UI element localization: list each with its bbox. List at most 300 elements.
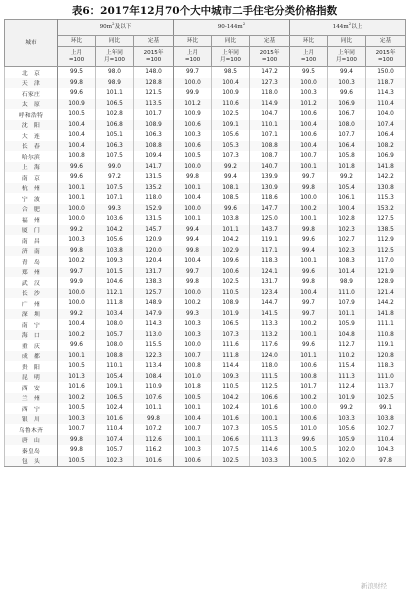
value-cell: 153.2 bbox=[366, 204, 406, 215]
value-cell: 100.5 bbox=[290, 456, 328, 467]
value-cell: 99.3 bbox=[174, 309, 212, 320]
value-cell: 114.9 bbox=[250, 99, 290, 110]
table-row bbox=[5, 309, 406, 320]
value-cell: 101.1 bbox=[134, 403, 174, 414]
value-cell: 100.0 bbox=[58, 204, 96, 215]
group-header-large: $144m^2$以上 bbox=[290, 20, 406, 36]
value-cell: 108.0 bbox=[328, 120, 366, 131]
value-cell: 102.7 bbox=[328, 235, 366, 246]
table-row bbox=[5, 225, 406, 236]
value-cell: 119.1 bbox=[366, 340, 406, 351]
value-cell: 101.0 bbox=[174, 372, 212, 383]
value-cell: 152.9 bbox=[134, 204, 174, 215]
value-cell: 100.2 bbox=[58, 256, 96, 267]
value-cell: 105.7 bbox=[96, 445, 134, 456]
value-cell: 100.4 bbox=[58, 130, 96, 141]
value-cell: 101.6 bbox=[96, 414, 134, 425]
watermark: 新浪财经 bbox=[361, 582, 387, 590]
value-cell: 102.4 bbox=[212, 403, 250, 414]
value-cell: 100.0 bbox=[174, 204, 212, 215]
table-row bbox=[5, 67, 406, 78]
value-cell: 99.7 bbox=[174, 267, 212, 278]
value-cell: 99.4 bbox=[174, 235, 212, 246]
table-row bbox=[5, 235, 406, 246]
value-cell: 108.3 bbox=[328, 256, 366, 267]
value-cell: 100.9 bbox=[58, 99, 96, 110]
value-cell: 107.5 bbox=[212, 445, 250, 456]
city-cell: 海 口 bbox=[5, 330, 58, 341]
value-cell: 107.4 bbox=[366, 120, 406, 131]
value-cell: 100.7 bbox=[290, 151, 328, 162]
city-cell: 重 庆 bbox=[5, 340, 58, 351]
value-cell: 150.0 bbox=[366, 67, 406, 78]
value-cell: 101.4 bbox=[328, 267, 366, 278]
value-cell: 100.1 bbox=[58, 351, 96, 362]
value-cell: 107.2 bbox=[134, 424, 174, 435]
value-cell: 100.1 bbox=[174, 183, 212, 194]
value-cell: 112.7 bbox=[328, 340, 366, 351]
value-cell: 105.3 bbox=[212, 141, 250, 152]
value-cell: 99.0 bbox=[96, 162, 134, 173]
value-cell: 102.8 bbox=[328, 214, 366, 225]
table-row bbox=[5, 393, 406, 404]
value-cell: 105.9 bbox=[328, 435, 366, 446]
subheader-cell: 环比 bbox=[290, 36, 328, 47]
value-cell: 100.6 bbox=[290, 414, 328, 425]
value-cell: 99.6 bbox=[290, 235, 328, 246]
value-cell: 117.1 bbox=[250, 246, 290, 257]
city-cell: 合 肥 bbox=[5, 204, 58, 215]
base-cell: 上月 =100 bbox=[58, 47, 96, 67]
value-cell: 124.0 bbox=[250, 351, 290, 362]
value-cell: 107.9 bbox=[328, 298, 366, 309]
city-cell: 包 头 bbox=[5, 456, 58, 467]
value-cell: 116.2 bbox=[134, 445, 174, 456]
value-cell: 105.4 bbox=[328, 183, 366, 194]
value-cell: 119.1 bbox=[250, 235, 290, 246]
value-cell: 123.4 bbox=[250, 288, 290, 299]
value-cell: 108.0 bbox=[96, 319, 134, 330]
value-cell: 138.3 bbox=[134, 277, 174, 288]
value-cell: 130.9 bbox=[250, 183, 290, 194]
value-cell: 107.6 bbox=[134, 393, 174, 404]
value-cell: 105.1 bbox=[96, 130, 134, 141]
value-cell: 143.7 bbox=[250, 225, 290, 236]
value-cell: 99.8 bbox=[290, 225, 328, 236]
value-cell: 100.5 bbox=[58, 109, 96, 120]
city-cell: 贵 阳 bbox=[5, 361, 58, 372]
value-cell: 131.5 bbox=[134, 172, 174, 183]
value-cell: 99.8 bbox=[174, 246, 212, 257]
city-cell: 哈尔滨 bbox=[5, 151, 58, 162]
value-cell: 141.8 bbox=[366, 162, 406, 173]
value-cell: 100.6 bbox=[174, 456, 212, 467]
value-cell: 104.3 bbox=[366, 445, 406, 456]
value-cell: 100.1 bbox=[290, 256, 328, 267]
value-cell: 100.2 bbox=[58, 330, 96, 341]
value-cell: 106.6 bbox=[212, 435, 250, 446]
value-cell: 113.4 bbox=[134, 361, 174, 372]
value-cell: 101.8 bbox=[328, 162, 366, 173]
value-cell: 100.6 bbox=[174, 141, 212, 152]
value-cell: 99.8 bbox=[174, 172, 212, 183]
table-row bbox=[5, 319, 406, 330]
value-cell: 100.1 bbox=[290, 330, 328, 341]
value-cell: 101.1 bbox=[96, 88, 134, 99]
city-cell: 南 宁 bbox=[5, 319, 58, 330]
subheader-cell: 定基 bbox=[250, 36, 290, 47]
value-cell: 141.5 bbox=[250, 309, 290, 320]
table-title bbox=[0, 3, 409, 18]
value-cell: 99.2 bbox=[58, 309, 96, 320]
table-row bbox=[5, 256, 406, 267]
table-row bbox=[5, 151, 406, 162]
value-cell: 101.0 bbox=[290, 424, 328, 435]
value-cell: 100.7 bbox=[174, 424, 212, 435]
value-cell: 102.0 bbox=[328, 445, 366, 456]
city-cell: 兰 州 bbox=[5, 393, 58, 404]
value-cell: 101.8 bbox=[174, 382, 212, 393]
value-cell: 114.3 bbox=[134, 319, 174, 330]
value-cell: 117.6 bbox=[250, 340, 290, 351]
value-cell: 110.9 bbox=[134, 382, 174, 393]
value-cell: 103.3 bbox=[250, 456, 290, 467]
value-cell: 99.8 bbox=[58, 78, 96, 89]
table-row bbox=[5, 435, 406, 446]
value-cell: 100.4 bbox=[174, 414, 212, 425]
table-row bbox=[5, 204, 406, 215]
value-cell: 102.7 bbox=[366, 424, 406, 435]
value-cell: 113.7 bbox=[366, 382, 406, 393]
value-cell: 108.9 bbox=[212, 298, 250, 309]
value-cell: 111.3 bbox=[250, 435, 290, 446]
value-cell: 107.3 bbox=[212, 151, 250, 162]
value-cell: 99.4 bbox=[212, 172, 250, 183]
value-cell: 141.7 bbox=[134, 162, 174, 173]
value-cell: 102.3 bbox=[328, 246, 366, 257]
value-cell: 100.1 bbox=[58, 183, 96, 194]
value-cell: 98.9 bbox=[96, 78, 134, 89]
value-cell: 118.0 bbox=[250, 361, 290, 372]
value-cell: 105.6 bbox=[328, 424, 366, 435]
value-cell: 110.6 bbox=[212, 99, 250, 110]
value-cell: 100.4 bbox=[174, 256, 212, 267]
table-row bbox=[5, 141, 406, 152]
value-cell: 109.4 bbox=[134, 151, 174, 162]
value-cell: 108.4 bbox=[134, 372, 174, 383]
value-cell: 125.7 bbox=[134, 288, 174, 299]
value-cell: 99.8 bbox=[290, 277, 328, 288]
value-cell: 100.5 bbox=[290, 445, 328, 456]
value-cell: 106.5 bbox=[96, 393, 134, 404]
value-cell: 145.7 bbox=[134, 225, 174, 236]
city-cell: 南 京 bbox=[5, 172, 58, 183]
value-cell: 107.1 bbox=[96, 193, 134, 204]
value-cell: 104.6 bbox=[96, 277, 134, 288]
city-cell: 长 沙 bbox=[5, 288, 58, 299]
city-cell: 银 川 bbox=[5, 414, 58, 425]
value-cell: 106.9 bbox=[328, 99, 366, 110]
value-cell: 99.8 bbox=[58, 435, 96, 446]
base-cell: 上月 =100 bbox=[290, 47, 328, 67]
value-cell: 109.3 bbox=[96, 256, 134, 267]
value-cell: 111.0 bbox=[328, 288, 366, 299]
value-cell: 100.4 bbox=[174, 193, 212, 204]
base-cell: 上月 =100 bbox=[174, 47, 212, 67]
value-cell: 100.3 bbox=[290, 88, 328, 99]
value-cell: 100.4 bbox=[290, 141, 328, 152]
value-cell: 99.5 bbox=[58, 67, 96, 78]
value-cell: 100.2 bbox=[58, 393, 96, 404]
city-cell: 杭 州 bbox=[5, 183, 58, 194]
value-cell: 100.1 bbox=[290, 162, 328, 173]
value-cell: 135.2 bbox=[134, 183, 174, 194]
table-row bbox=[5, 267, 406, 278]
city-cell: 大 连 bbox=[5, 130, 58, 141]
table-row bbox=[5, 172, 406, 183]
table-row bbox=[5, 445, 406, 456]
value-cell: 113.2 bbox=[250, 330, 290, 341]
group-header-medium: $90-144m^2$ bbox=[174, 20, 290, 36]
table-row bbox=[5, 351, 406, 362]
value-cell: 99.6 bbox=[328, 88, 366, 99]
value-cell: 110.2 bbox=[328, 351, 366, 362]
value-cell: 104.8 bbox=[328, 330, 366, 341]
value-cell: 110.5 bbox=[212, 382, 250, 393]
value-cell: 97.2 bbox=[96, 172, 134, 183]
base-row bbox=[5, 47, 406, 67]
value-cell: 102.9 bbox=[212, 246, 250, 257]
value-cell: 121.9 bbox=[366, 267, 406, 278]
value-cell: 109.1 bbox=[212, 120, 250, 131]
value-cell: 99.8 bbox=[174, 277, 212, 288]
value-cell: 99.8 bbox=[134, 414, 174, 425]
value-cell: 144.7 bbox=[250, 298, 290, 309]
value-cell: 131.5 bbox=[134, 214, 174, 225]
city-cell: 成 都 bbox=[5, 351, 58, 362]
value-cell: 100.7 bbox=[174, 351, 212, 362]
value-cell: 100.4 bbox=[58, 319, 96, 330]
value-cell: 100.6 bbox=[174, 120, 212, 131]
value-cell: 110.5 bbox=[212, 288, 250, 299]
value-cell: 112.5 bbox=[366, 246, 406, 257]
table-row bbox=[5, 340, 406, 351]
value-cell: 111.8 bbox=[96, 298, 134, 309]
value-cell: 100.0 bbox=[174, 288, 212, 299]
value-cell: 102.5 bbox=[212, 109, 250, 120]
value-cell: 100.2 bbox=[290, 319, 328, 330]
value-cell: 104.2 bbox=[96, 225, 134, 236]
value-cell: 108.9 bbox=[134, 120, 174, 131]
value-cell: 100.3 bbox=[174, 445, 212, 456]
value-cell: 102.8 bbox=[96, 109, 134, 120]
value-cell: 101.5 bbox=[96, 267, 134, 278]
value-cell: 141.8 bbox=[366, 309, 406, 320]
value-cell: 111.3 bbox=[328, 372, 366, 383]
value-cell: 99.6 bbox=[58, 340, 96, 351]
value-cell: 98.9 bbox=[328, 277, 366, 288]
value-cell: 99.7 bbox=[58, 267, 96, 278]
value-cell: 100.3 bbox=[174, 130, 212, 141]
value-cell: 131.7 bbox=[134, 267, 174, 278]
value-cell: 111.8 bbox=[212, 351, 250, 362]
value-cell: 108.8 bbox=[96, 351, 134, 362]
table-row bbox=[5, 130, 406, 141]
value-cell: 102.3 bbox=[96, 456, 134, 467]
value-cell: 102.3 bbox=[328, 225, 366, 236]
value-cell: 99.6 bbox=[58, 162, 96, 173]
value-cell: 103.4 bbox=[96, 309, 134, 320]
value-cell: 100.3 bbox=[328, 78, 366, 89]
value-cell: 99.2 bbox=[212, 162, 250, 173]
value-cell: 101.2 bbox=[290, 99, 328, 110]
value-cell: 120.9 bbox=[134, 235, 174, 246]
value-cell: 105.4 bbox=[96, 372, 134, 383]
value-cell: 103.6 bbox=[96, 214, 134, 225]
value-cell: 100.5 bbox=[58, 403, 96, 414]
city-cell: 秦皇岛 bbox=[5, 445, 58, 456]
value-cell: 120.0 bbox=[134, 246, 174, 257]
subheader-cell: 同比 bbox=[212, 36, 250, 47]
value-cell: 100.9 bbox=[212, 88, 250, 99]
value-cell: 110.4 bbox=[366, 99, 406, 110]
value-cell: 140.7 bbox=[250, 162, 290, 173]
value-cell: 115.3 bbox=[366, 193, 406, 204]
value-cell: 144.2 bbox=[366, 298, 406, 309]
value-cell: 100.4 bbox=[58, 120, 96, 131]
value-cell: 122.3 bbox=[134, 351, 174, 362]
city-cell: 唐 山 bbox=[5, 435, 58, 446]
city-cell: 南 昌 bbox=[5, 235, 58, 246]
value-cell: 105.6 bbox=[212, 130, 250, 141]
value-cell: 101.7 bbox=[134, 109, 174, 120]
value-cell: 106.6 bbox=[250, 393, 290, 404]
value-cell: 100.6 bbox=[290, 130, 328, 141]
table-title-text: 表6：2017年12月70个大中城市二手住宅分类价格指数 bbox=[71, 5, 338, 17]
value-cell: 99.4 bbox=[328, 67, 366, 78]
value-cell: 113.3 bbox=[250, 319, 290, 330]
value-cell: 100.3 bbox=[58, 414, 96, 425]
table-row bbox=[5, 78, 406, 89]
value-cell: 108.2 bbox=[366, 141, 406, 152]
value-cell: 101.1 bbox=[328, 309, 366, 320]
value-cell: 101.6 bbox=[212, 414, 250, 425]
value-cell: 107.3 bbox=[212, 330, 250, 341]
value-cell: 104.2 bbox=[212, 393, 250, 404]
value-cell: 100.8 bbox=[58, 151, 96, 162]
value-cell: 101.9 bbox=[328, 393, 366, 404]
value-cell: 99.6 bbox=[58, 88, 96, 99]
value-cell: 100.8 bbox=[290, 372, 328, 383]
value-cell: 142.2 bbox=[366, 172, 406, 183]
value-cell: 99.1 bbox=[366, 403, 406, 414]
value-cell: 100.2 bbox=[290, 204, 328, 215]
value-cell: 99.2 bbox=[58, 225, 96, 236]
value-cell: 101.6 bbox=[134, 456, 174, 467]
table-row bbox=[5, 403, 406, 414]
value-cell: 118.3 bbox=[366, 361, 406, 372]
city-cell: 广 州 bbox=[5, 298, 58, 309]
value-cell: 147.9 bbox=[134, 309, 174, 320]
value-cell: 100.0 bbox=[58, 214, 96, 225]
value-cell: 100.0 bbox=[174, 340, 212, 351]
value-cell: 125.0 bbox=[250, 214, 290, 225]
value-cell: 112.1 bbox=[96, 288, 134, 299]
table-row bbox=[5, 193, 406, 204]
value-cell: 100.5 bbox=[174, 151, 212, 162]
table-row bbox=[5, 246, 406, 257]
table-row bbox=[5, 298, 406, 309]
value-cell: 99.6 bbox=[58, 172, 96, 183]
table-row bbox=[5, 88, 406, 99]
table-row bbox=[5, 456, 406, 467]
city-cell: 济 南 bbox=[5, 246, 58, 257]
value-cell: 106.4 bbox=[328, 141, 366, 152]
value-cell: 100.4 bbox=[328, 204, 366, 215]
value-cell: 106.8 bbox=[96, 120, 134, 131]
value-cell: 108.1 bbox=[212, 183, 250, 194]
value-cell: 101.3 bbox=[58, 372, 96, 383]
value-cell: 105.8 bbox=[328, 151, 366, 162]
base-cell: 上年同 月=100 bbox=[96, 47, 134, 67]
value-cell: 101.6 bbox=[250, 403, 290, 414]
value-cell: 101.1 bbox=[212, 225, 250, 236]
value-cell: 97.8 bbox=[366, 456, 406, 467]
value-cell: 99.7 bbox=[290, 309, 328, 320]
value-cell: 99.3 bbox=[96, 204, 134, 215]
value-cell: 110.4 bbox=[366, 435, 406, 446]
value-cell: 106.3 bbox=[96, 141, 134, 152]
city-cell: 深 圳 bbox=[5, 309, 58, 320]
value-cell: 99.4 bbox=[290, 246, 328, 257]
table-row bbox=[5, 424, 406, 435]
value-cell: 111.5 bbox=[250, 372, 290, 383]
value-cell: 99.6 bbox=[290, 267, 328, 278]
value-cell: 109.3 bbox=[212, 372, 250, 383]
city-cell: 乌鲁木齐 bbox=[5, 424, 58, 435]
value-cell: 118.0 bbox=[134, 193, 174, 204]
value-cell: 100.8 bbox=[174, 361, 212, 372]
subheader-row bbox=[5, 36, 406, 47]
value-cell: 127.3 bbox=[250, 78, 290, 89]
value-cell: 127.5 bbox=[366, 214, 406, 225]
table-header bbox=[5, 20, 406, 67]
value-cell: 103.8 bbox=[96, 246, 134, 257]
table-row bbox=[5, 277, 406, 288]
value-cell: 99.9 bbox=[58, 277, 96, 288]
table-row bbox=[5, 120, 406, 131]
base-cell: 2015年 =100 bbox=[250, 47, 290, 67]
value-cell: 108.8 bbox=[250, 141, 290, 152]
value-cell: 105.5 bbox=[250, 424, 290, 435]
table-row bbox=[5, 162, 406, 173]
value-cell: 111.6 bbox=[212, 340, 250, 351]
value-cell: 111.0 bbox=[366, 372, 406, 383]
value-cell: 107.7 bbox=[328, 130, 366, 141]
base-cell: 2015年 =100 bbox=[134, 47, 174, 67]
city-cell: 青 岛 bbox=[5, 256, 58, 267]
value-cell: 100.4 bbox=[290, 288, 328, 299]
value-cell: 115.4 bbox=[328, 361, 366, 372]
value-cell: 118.3 bbox=[250, 256, 290, 267]
value-cell: 120.4 bbox=[134, 256, 174, 267]
value-cell: 108.8 bbox=[134, 141, 174, 152]
value-cell: 99.6 bbox=[290, 340, 328, 351]
value-cell: 107.3 bbox=[212, 424, 250, 435]
value-cell: 100.1 bbox=[58, 193, 96, 204]
value-cell: 100.1 bbox=[174, 435, 212, 446]
value-cell: 121.5 bbox=[134, 88, 174, 99]
